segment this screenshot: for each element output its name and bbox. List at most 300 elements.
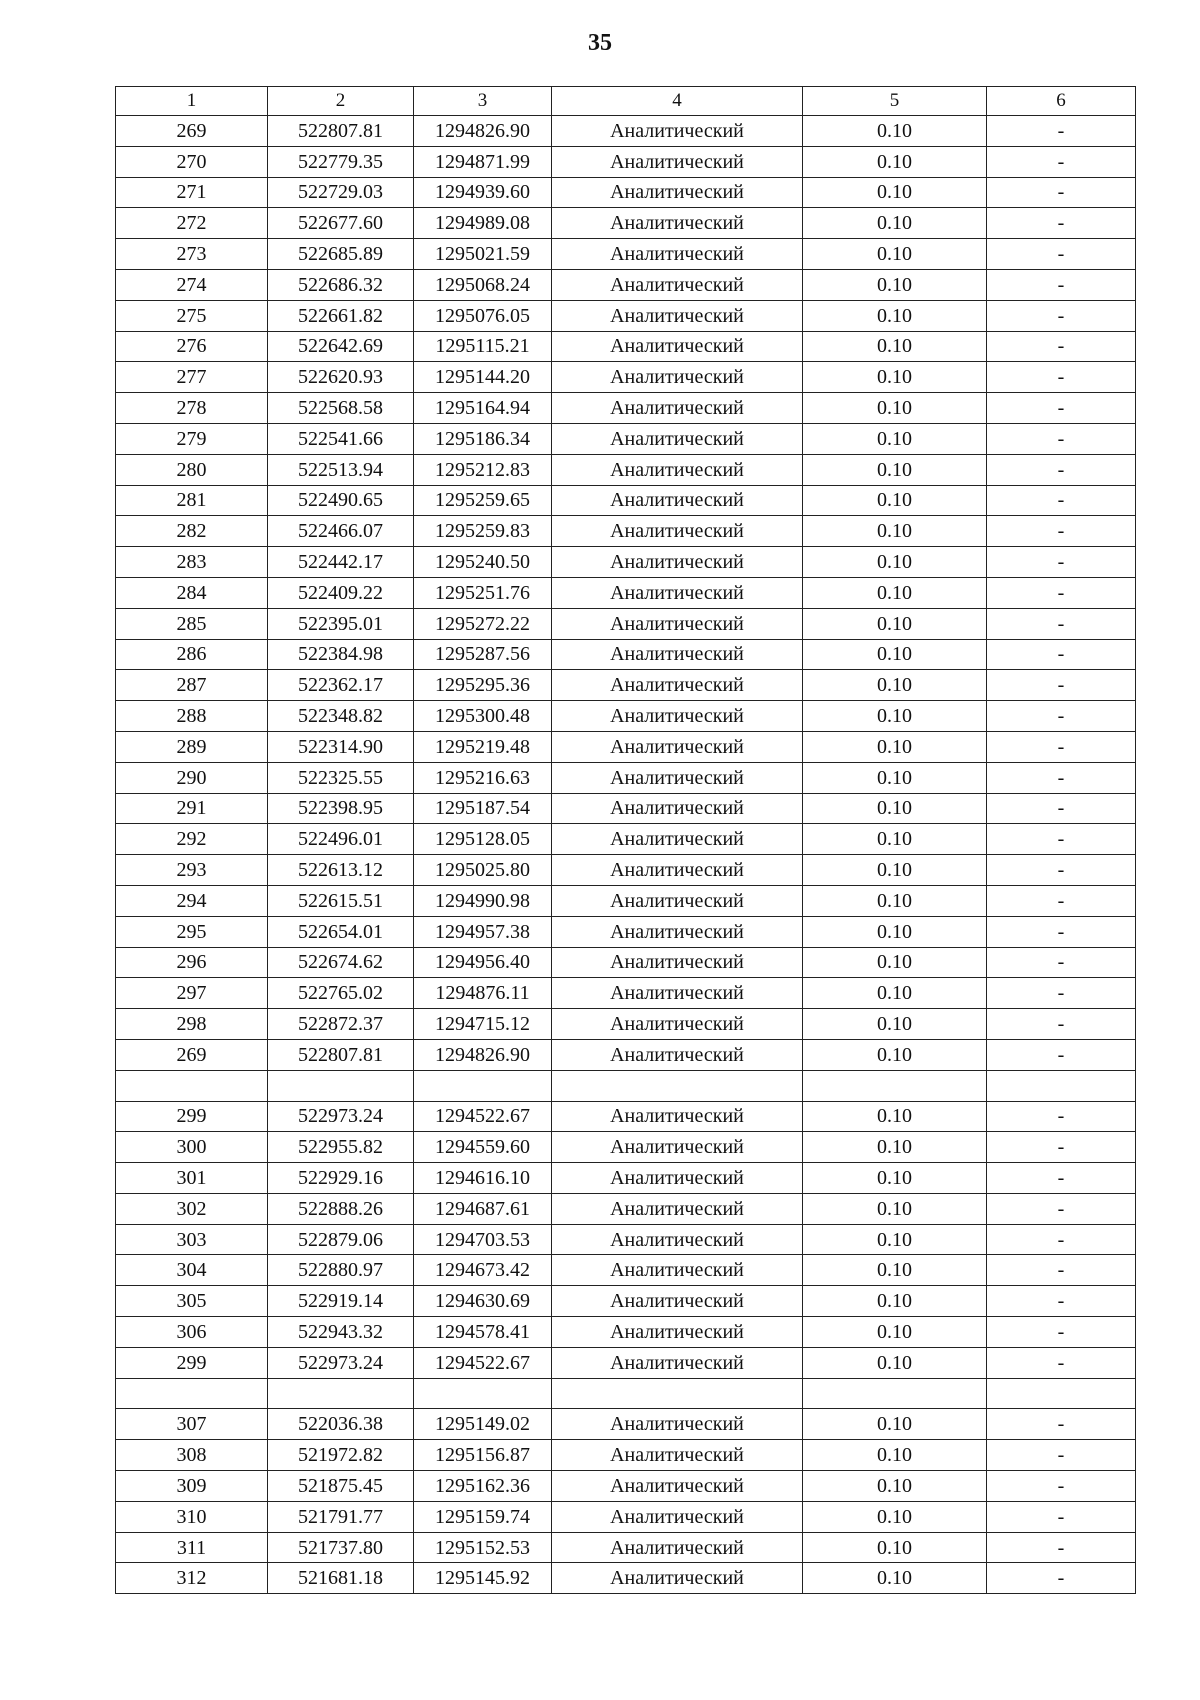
note-cell: - <box>987 1101 1136 1132</box>
method-cell: Аналитический <box>552 1532 803 1563</box>
accuracy-cell: 0.10 <box>803 1563 987 1594</box>
x-coordinate-cell: 522677.60 <box>268 208 414 239</box>
accuracy-cell: 0.10 <box>803 393 987 424</box>
point-number-cell: 308 <box>116 1440 268 1471</box>
note-cell: - <box>987 116 1136 147</box>
point-number-cell: 285 <box>116 608 268 639</box>
page-number: 35 <box>588 30 612 56</box>
point-number-cell: 292 <box>116 824 268 855</box>
y-coordinate-cell: 1295149.02 <box>414 1409 552 1440</box>
x-coordinate-cell: 522729.03 <box>268 177 414 208</box>
note-cell: - <box>987 331 1136 362</box>
x-coordinate-cell: 521737.80 <box>268 1532 414 1563</box>
x-coordinate-cell: 521681.18 <box>268 1563 414 1594</box>
x-coordinate-cell: 522661.82 <box>268 300 414 331</box>
x-coordinate-cell: 522513.94 <box>268 454 414 485</box>
accuracy-cell: 0.10 <box>803 1163 987 1194</box>
table-row <box>116 177 1136 208</box>
x-coordinate-cell: 522685.89 <box>268 239 414 270</box>
point-number-cell: 273 <box>116 239 268 270</box>
note-cell: - <box>987 1163 1136 1194</box>
table-row <box>116 1039 1136 1070</box>
accuracy-cell: 0.10 <box>803 1224 987 1255</box>
empty-cell <box>987 1070 1136 1101</box>
method-cell: Аналитический <box>552 762 803 793</box>
x-coordinate-cell: 522654.01 <box>268 916 414 947</box>
table-body <box>116 87 1136 1594</box>
accuracy-cell: 0.10 <box>803 177 987 208</box>
accuracy-cell: 0.10 <box>803 116 987 147</box>
y-coordinate-cell: 1294616.10 <box>414 1163 552 1194</box>
note-cell: - <box>987 362 1136 393</box>
note-cell: - <box>987 577 1136 608</box>
point-number-cell: 305 <box>116 1286 268 1317</box>
y-coordinate-cell: 1295295.36 <box>414 670 552 701</box>
method-cell: Аналитический <box>552 885 803 916</box>
y-coordinate-cell: 1295156.87 <box>414 1440 552 1471</box>
accuracy-cell: 0.10 <box>803 362 987 393</box>
note-cell: - <box>987 146 1136 177</box>
point-number-cell: 293 <box>116 855 268 886</box>
method-cell: Аналитический <box>552 1409 803 1440</box>
x-coordinate-cell: 522036.38 <box>268 1409 414 1440</box>
table-row <box>116 639 1136 670</box>
accuracy-cell: 0.10 <box>803 1317 987 1348</box>
table-row <box>116 116 1136 147</box>
empty-cell <box>803 1070 987 1101</box>
empty-cell <box>552 1378 803 1409</box>
note-cell: - <box>987 885 1136 916</box>
x-coordinate-cell: 522888.26 <box>268 1193 414 1224</box>
note-cell: - <box>987 269 1136 300</box>
point-number-cell: 303 <box>116 1224 268 1255</box>
x-coordinate-cell: 522541.66 <box>268 423 414 454</box>
accuracy-cell: 0.10 <box>803 1471 987 1502</box>
x-coordinate-cell: 522496.01 <box>268 824 414 855</box>
accuracy-cell: 0.10 <box>803 146 987 177</box>
method-cell: Аналитический <box>552 116 803 147</box>
note-cell: - <box>987 454 1136 485</box>
y-coordinate-cell: 1295076.05 <box>414 300 552 331</box>
note-cell: - <box>987 1255 1136 1286</box>
table-row <box>116 1224 1136 1255</box>
x-coordinate-cell: 522395.01 <box>268 608 414 639</box>
x-coordinate-cell: 522466.07 <box>268 516 414 547</box>
y-coordinate-cell: 1294939.60 <box>414 177 552 208</box>
x-coordinate-cell: 522807.81 <box>268 1039 414 1070</box>
point-number-cell: 306 <box>116 1317 268 1348</box>
point-number-cell: 275 <box>116 300 268 331</box>
table-row <box>116 1132 1136 1163</box>
y-coordinate-cell: 1294703.53 <box>414 1224 552 1255</box>
table-row <box>116 701 1136 732</box>
y-coordinate-cell: 1294989.08 <box>414 208 552 239</box>
point-number-cell: 284 <box>116 577 268 608</box>
y-coordinate-cell: 1295187.54 <box>414 793 552 824</box>
group-separator-row <box>116 1070 1136 1101</box>
note-cell: - <box>987 701 1136 732</box>
point-number-cell: 290 <box>116 762 268 793</box>
y-coordinate-cell: 1294956.40 <box>414 947 552 978</box>
table-row <box>116 1471 1136 1502</box>
table-row <box>116 516 1136 547</box>
point-number-cell: 270 <box>116 146 268 177</box>
table-row <box>116 916 1136 947</box>
table-row <box>116 731 1136 762</box>
y-coordinate-cell: 1295128.05 <box>414 824 552 855</box>
y-coordinate-cell: 1294826.90 <box>414 1039 552 1070</box>
accuracy-cell: 0.10 <box>803 824 987 855</box>
method-cell: Аналитический <box>552 547 803 578</box>
point-number-cell: 299 <box>116 1101 268 1132</box>
y-coordinate-cell: 1295300.48 <box>414 701 552 732</box>
accuracy-cell: 0.10 <box>803 1009 987 1040</box>
x-coordinate-cell: 522348.82 <box>268 701 414 732</box>
y-coordinate-cell: 1295219.48 <box>414 731 552 762</box>
x-coordinate-cell: 522442.17 <box>268 547 414 578</box>
method-cell: Аналитический <box>552 239 803 270</box>
table-row <box>116 239 1136 270</box>
y-coordinate-cell: 1295021.59 <box>414 239 552 270</box>
header-row <box>116 87 1136 116</box>
empty-cell <box>268 1070 414 1101</box>
method-cell: Аналитический <box>552 639 803 670</box>
x-coordinate-cell: 522384.98 <box>268 639 414 670</box>
accuracy-cell: 0.10 <box>803 1440 987 1471</box>
method-cell: Аналитический <box>552 423 803 454</box>
table-row <box>116 1009 1136 1040</box>
note-cell: - <box>987 300 1136 331</box>
note-cell: - <box>987 855 1136 886</box>
note-cell: - <box>987 1132 1136 1163</box>
note-cell: - <box>987 177 1136 208</box>
point-number-cell: 300 <box>116 1132 268 1163</box>
y-coordinate-cell: 1294990.98 <box>414 885 552 916</box>
point-number-cell: 299 <box>116 1347 268 1378</box>
note-cell: - <box>987 731 1136 762</box>
method-cell: Аналитический <box>552 1255 803 1286</box>
y-coordinate-cell: 1295144.20 <box>414 362 552 393</box>
table-row <box>116 855 1136 886</box>
accuracy-cell: 0.10 <box>803 731 987 762</box>
note-cell: - <box>987 208 1136 239</box>
note-cell: - <box>987 393 1136 424</box>
method-cell: Аналитический <box>552 1101 803 1132</box>
x-coordinate-cell: 522398.95 <box>268 793 414 824</box>
table-row <box>116 762 1136 793</box>
accuracy-cell: 0.10 <box>803 1132 987 1163</box>
point-number-cell: 289 <box>116 731 268 762</box>
method-cell: Аналитический <box>552 146 803 177</box>
accuracy-cell: 0.10 <box>803 1409 987 1440</box>
y-coordinate-cell: 1295259.83 <box>414 516 552 547</box>
note-cell: - <box>987 1563 1136 1594</box>
empty-cell <box>414 1070 552 1101</box>
method-cell: Аналитический <box>552 269 803 300</box>
table-row <box>116 208 1136 239</box>
point-number-cell: 294 <box>116 885 268 916</box>
empty-cell <box>552 1070 803 1101</box>
accuracy-cell: 0.10 <box>803 300 987 331</box>
note-cell: - <box>987 947 1136 978</box>
point-number-cell: 269 <box>116 116 268 147</box>
y-coordinate-cell: 1295259.65 <box>414 485 552 516</box>
method-cell: Аналитический <box>552 793 803 824</box>
empty-cell <box>414 1378 552 1409</box>
empty-cell <box>803 1378 987 1409</box>
point-number-cell: 298 <box>116 1009 268 1040</box>
point-number-cell: 307 <box>116 1409 268 1440</box>
accuracy-cell: 0.10 <box>803 608 987 639</box>
method-cell: Аналитический <box>552 177 803 208</box>
accuracy-cell: 0.10 <box>803 208 987 239</box>
note-cell: - <box>987 793 1136 824</box>
x-coordinate-cell: 522955.82 <box>268 1132 414 1163</box>
note-cell: - <box>987 1409 1136 1440</box>
method-cell: Аналитический <box>552 331 803 362</box>
empty-cell <box>116 1070 268 1101</box>
table-row <box>116 793 1136 824</box>
accuracy-cell: 0.10 <box>803 1286 987 1317</box>
method-cell: Аналитический <box>552 1440 803 1471</box>
table-row <box>116 978 1136 1009</box>
accuracy-cell: 0.10 <box>803 485 987 516</box>
x-coordinate-cell: 522973.24 <box>268 1347 414 1378</box>
y-coordinate-cell: 1294876.11 <box>414 978 552 1009</box>
accuracy-cell: 0.10 <box>803 516 987 547</box>
table-row <box>116 824 1136 855</box>
point-number-cell: 296 <box>116 947 268 978</box>
accuracy-cell: 0.10 <box>803 1193 987 1224</box>
accuracy-cell: 0.10 <box>803 239 987 270</box>
accuracy-cell: 0.10 <box>803 885 987 916</box>
accuracy-cell: 0.10 <box>803 701 987 732</box>
x-coordinate-cell: 521972.82 <box>268 1440 414 1471</box>
point-number-cell: 279 <box>116 423 268 454</box>
point-number-cell: 281 <box>116 485 268 516</box>
method-cell: Аналитический <box>552 978 803 1009</box>
accuracy-cell: 0.10 <box>803 793 987 824</box>
table-row <box>116 947 1136 978</box>
table-row <box>116 146 1136 177</box>
method-cell: Аналитический <box>552 1224 803 1255</box>
note-cell: - <box>987 516 1136 547</box>
column-header: 3 <box>414 87 552 116</box>
table-row <box>116 362 1136 393</box>
method-cell: Аналитический <box>552 1317 803 1348</box>
note-cell: - <box>987 239 1136 270</box>
point-number-cell: 274 <box>116 269 268 300</box>
table-row <box>116 1501 1136 1532</box>
point-number-cell: 312 <box>116 1563 268 1594</box>
empty-cell <box>268 1378 414 1409</box>
accuracy-cell: 0.10 <box>803 1255 987 1286</box>
accuracy-cell: 0.10 <box>803 978 987 1009</box>
accuracy-cell: 0.10 <box>803 1039 987 1070</box>
column-header: 2 <box>268 87 414 116</box>
accuracy-cell: 0.10 <box>803 547 987 578</box>
table-row <box>116 1193 1136 1224</box>
y-coordinate-cell: 1294559.60 <box>414 1132 552 1163</box>
method-cell: Аналитический <box>552 1501 803 1532</box>
accuracy-cell: 0.10 <box>803 670 987 701</box>
note-cell: - <box>987 1501 1136 1532</box>
table-row <box>116 423 1136 454</box>
x-coordinate-cell: 522973.24 <box>268 1101 414 1132</box>
point-number-cell: 291 <box>116 793 268 824</box>
point-number-cell: 283 <box>116 547 268 578</box>
table-row <box>116 1317 1136 1348</box>
note-cell: - <box>987 1224 1136 1255</box>
note-cell: - <box>987 762 1136 793</box>
x-coordinate-cell: 522779.35 <box>268 146 414 177</box>
note-cell: - <box>987 423 1136 454</box>
coordinates-table <box>115 86 1136 1594</box>
point-number-cell: 310 <box>116 1501 268 1532</box>
method-cell: Аналитический <box>552 1039 803 1070</box>
note-cell: - <box>987 1532 1136 1563</box>
point-number-cell: 295 <box>116 916 268 947</box>
x-coordinate-cell: 522943.32 <box>268 1317 414 1348</box>
table-row <box>116 1163 1136 1194</box>
accuracy-cell: 0.10 <box>803 1501 987 1532</box>
method-cell: Аналитический <box>552 208 803 239</box>
y-coordinate-cell: 1295287.56 <box>414 639 552 670</box>
note-cell: - <box>987 639 1136 670</box>
x-coordinate-cell: 522880.97 <box>268 1255 414 1286</box>
note-cell: - <box>987 1009 1136 1040</box>
y-coordinate-cell: 1295068.24 <box>414 269 552 300</box>
accuracy-cell: 0.10 <box>803 916 987 947</box>
accuracy-cell: 0.10 <box>803 454 987 485</box>
point-number-cell: 286 <box>116 639 268 670</box>
y-coordinate-cell: 1295240.50 <box>414 547 552 578</box>
x-coordinate-cell: 521791.77 <box>268 1501 414 1532</box>
point-number-cell: 276 <box>116 331 268 362</box>
method-cell: Аналитический <box>552 701 803 732</box>
method-cell: Аналитический <box>552 1347 803 1378</box>
column-header: 1 <box>116 87 268 116</box>
method-cell: Аналитический <box>552 485 803 516</box>
table-row <box>116 331 1136 362</box>
method-cell: Аналитический <box>552 1471 803 1502</box>
method-cell: Аналитический <box>552 300 803 331</box>
table-row <box>116 1286 1136 1317</box>
accuracy-cell: 0.10 <box>803 639 987 670</box>
y-coordinate-cell: 1294871.99 <box>414 146 552 177</box>
note-cell: - <box>987 1286 1136 1317</box>
note-cell: - <box>987 824 1136 855</box>
x-coordinate-cell: 522879.06 <box>268 1224 414 1255</box>
y-coordinate-cell: 1294957.38 <box>414 916 552 947</box>
method-cell: Аналитический <box>552 454 803 485</box>
table-row <box>116 885 1136 916</box>
column-header: 4 <box>552 87 803 116</box>
point-number-cell: 302 <box>116 1193 268 1224</box>
table-row <box>116 393 1136 424</box>
note-cell: - <box>987 1471 1136 1502</box>
accuracy-cell: 0.10 <box>803 1347 987 1378</box>
note-cell: - <box>987 1317 1136 1348</box>
accuracy-cell: 0.10 <box>803 855 987 886</box>
note-cell: - <box>987 608 1136 639</box>
method-cell: Аналитический <box>552 1286 803 1317</box>
method-cell: Аналитический <box>552 577 803 608</box>
point-number-cell: 271 <box>116 177 268 208</box>
y-coordinate-cell: 1295162.36 <box>414 1471 552 1502</box>
note-cell: - <box>987 1039 1136 1070</box>
x-coordinate-cell: 522765.02 <box>268 978 414 1009</box>
method-cell: Аналитический <box>552 516 803 547</box>
y-coordinate-cell: 1294687.61 <box>414 1193 552 1224</box>
y-coordinate-cell: 1295251.76 <box>414 577 552 608</box>
method-cell: Аналитический <box>552 393 803 424</box>
table-row <box>116 670 1136 701</box>
table-row <box>116 269 1136 300</box>
y-coordinate-cell: 1294522.67 <box>414 1347 552 1378</box>
table-row <box>116 1409 1136 1440</box>
y-coordinate-cell: 1295025.80 <box>414 855 552 886</box>
table-row <box>116 1347 1136 1378</box>
note-cell: - <box>987 978 1136 1009</box>
y-coordinate-cell: 1295115.21 <box>414 331 552 362</box>
accuracy-cell: 0.10 <box>803 762 987 793</box>
x-coordinate-cell: 522872.37 <box>268 1009 414 1040</box>
method-cell: Аналитический <box>552 1132 803 1163</box>
x-coordinate-cell: 522314.90 <box>268 731 414 762</box>
table-row <box>116 485 1136 516</box>
y-coordinate-cell: 1295159.74 <box>414 1501 552 1532</box>
method-cell: Аналитический <box>552 1193 803 1224</box>
x-coordinate-cell: 522362.17 <box>268 670 414 701</box>
y-coordinate-cell: 1295145.92 <box>414 1563 552 1594</box>
accuracy-cell: 0.10 <box>803 331 987 362</box>
x-coordinate-cell: 522409.22 <box>268 577 414 608</box>
x-coordinate-cell: 521875.45 <box>268 1471 414 1502</box>
point-number-cell: 278 <box>116 393 268 424</box>
empty-cell <box>116 1378 268 1409</box>
x-coordinate-cell: 522325.55 <box>268 762 414 793</box>
table-row <box>116 608 1136 639</box>
note-cell: - <box>987 670 1136 701</box>
y-coordinate-cell: 1295212.83 <box>414 454 552 485</box>
table-row <box>116 1255 1136 1286</box>
x-coordinate-cell: 522674.62 <box>268 947 414 978</box>
x-coordinate-cell: 522929.16 <box>268 1163 414 1194</box>
table-row <box>116 1440 1136 1471</box>
x-coordinate-cell: 522686.32 <box>268 269 414 300</box>
y-coordinate-cell: 1295272.22 <box>414 608 552 639</box>
table-row <box>116 1101 1136 1132</box>
method-cell: Аналитический <box>552 731 803 762</box>
column-header: 6 <box>987 87 1136 116</box>
point-number-cell: 309 <box>116 1471 268 1502</box>
table-row <box>116 454 1136 485</box>
table-row <box>116 577 1136 608</box>
method-cell: Аналитический <box>552 947 803 978</box>
method-cell: Аналитический <box>552 1009 803 1040</box>
point-number-cell: 288 <box>116 701 268 732</box>
note-cell: - <box>987 1347 1136 1378</box>
table-row <box>116 300 1136 331</box>
table-row <box>116 547 1136 578</box>
point-number-cell: 311 <box>116 1532 268 1563</box>
accuracy-cell: 0.10 <box>803 947 987 978</box>
point-number-cell: 272 <box>116 208 268 239</box>
accuracy-cell: 0.10 <box>803 423 987 454</box>
note-cell: - <box>987 916 1136 947</box>
point-number-cell: 297 <box>116 978 268 1009</box>
